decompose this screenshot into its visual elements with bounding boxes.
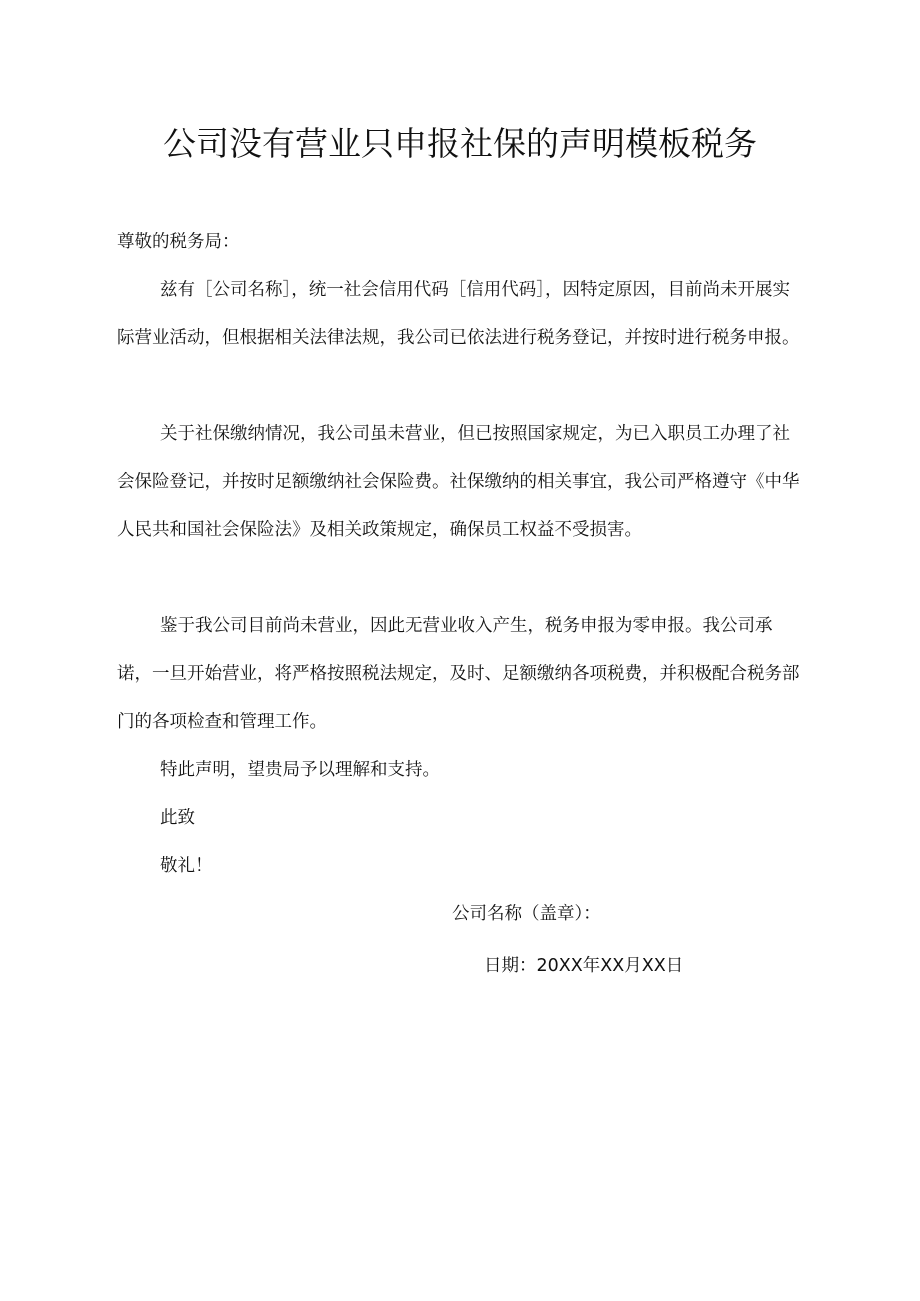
closing-jing-li: 敬礼！ bbox=[160, 856, 213, 876]
paragraph-social-insurance: 关于社保缴纳情况，我公司虽未营业，但已按照国家规定，为已入职员工办理了社会保险登记，并按时足额缴纳社会保险费。社保缴纳的相关事宜，我公司严格遵守《中华人民共和国社会保险法》及相关政策规定，确保员工权益不受损害。 bbox=[117, 424, 800, 540]
document-title: 公司没有营业只申报社保的声明模板税务 bbox=[163, 124, 757, 163]
date-line: 日期：20XX年XX月XX日 bbox=[484, 956, 684, 976]
closing-ci-zhi: 此致 bbox=[160, 808, 195, 828]
paragraph-company-intro: 兹有［公司名称］，统一社会信用代码［信用代码］，因特定原因，目前尚未开展实际营业活动，但根据相关法律法规，我公司已依法进行税务登记，并按时进行税务申报。 bbox=[117, 280, 800, 348]
salutation: 尊敬的税务局： bbox=[117, 232, 240, 252]
company-signature-line: 公司名称（盖章）： bbox=[452, 904, 601, 924]
paragraph-declaration-statement: 特此声明，望贵局予以理解和支持。 bbox=[160, 760, 440, 780]
paragraph-zero-declaration: 鉴于我公司目前尚未营业，因此无营业收入产生，税务申报为零申报。我公司承诺，一旦开始营业，将严格按照税法规定，及时、足额缴纳各项税费，并积极配合税务部门的各项检查和管理工作。 bbox=[117, 616, 800, 732]
